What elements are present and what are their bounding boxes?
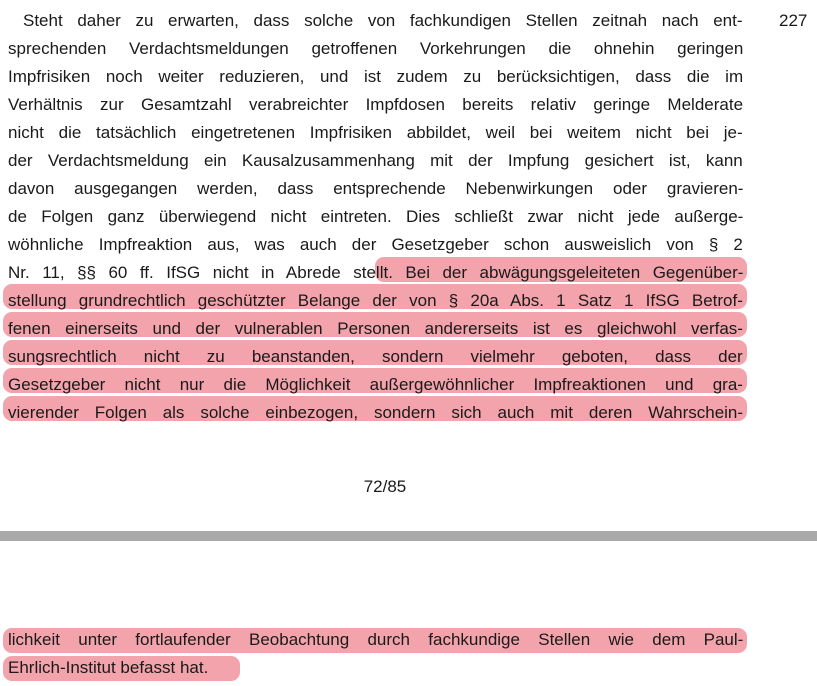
text-line: de Folgen ganz überwiegend nicht eintreten. Dies schließt zwar nicht jede außerge- [8, 207, 744, 226]
page-divider [0, 531, 817, 541]
text-line: stellung grundrechtlich geschützter Belange der von § 20a Abs. 1 Satz 1 IfSG Betrof- [8, 291, 743, 310]
text-line: lichkeit unter fortlaufender Beobachtung durch fachkundige Stellen wie dem Paul- [8, 630, 744, 649]
text-line: sprechenden Verdachtsmeldungen getroffenen Vorkehrungen die ohnehin geringen [8, 39, 744, 58]
text-line: wöhnliche Impfreaktion aus, was auch der Gesetzgeber schon ausweislich von § 2 [8, 235, 743, 254]
text-line: Ehrlich-Institut befasst hat. [8, 658, 209, 677]
text-line: der Verdachtsmeldung ein Kausalzusammenhang mit der Impfung gesichert ist, kann [8, 151, 743, 170]
page-number: 72/85 [363, 477, 407, 496]
text-line: Nr. 11, §§ 60 ff. IfSG nicht in Abrede stellt. Bei der abwägungsgeleiteten Gegenüber- [8, 263, 744, 282]
text-line: Verhältnis zur Gesamtzahl verabreichter Impfdosen bereits relativ geringe Melderate [8, 95, 744, 114]
text-line: Steht daher zu erwarten, dass solche von fachkundigen Stellen zeitnah nach ent- [23, 11, 743, 30]
margin-number: 227 [779, 11, 808, 30]
document-page-bottom [0, 541, 817, 686]
text-line: nicht die tatsächlich eingetretenen Impfrisiken abbildet, weil bei weitem nicht bei je- [8, 123, 743, 142]
text-line: davon ausgegangen werden, dass entsprechende Nebenwirkungen oder gravieren- [8, 179, 744, 198]
text-line: vierender Folgen als solche einbezogen, sondern sich auch mit deren Wahrschein- [8, 403, 744, 422]
text-line: sungsrechtlich nicht zu beanstanden, sondern vielmehr geboten, dass der [8, 347, 743, 366]
text-line: Gesetzgeber nicht nur die Möglichkeit außergewöhnlicher Impfreaktionen und gra- [8, 375, 743, 394]
text-line: fenen einerseits und der vulnerablen Personen andererseits ist es gleichwohl verfas- [8, 319, 743, 338]
text-line: Impfrisiken noch weiter reduzieren, und ist zudem zu berücksichtigen, dass die im [8, 67, 744, 86]
